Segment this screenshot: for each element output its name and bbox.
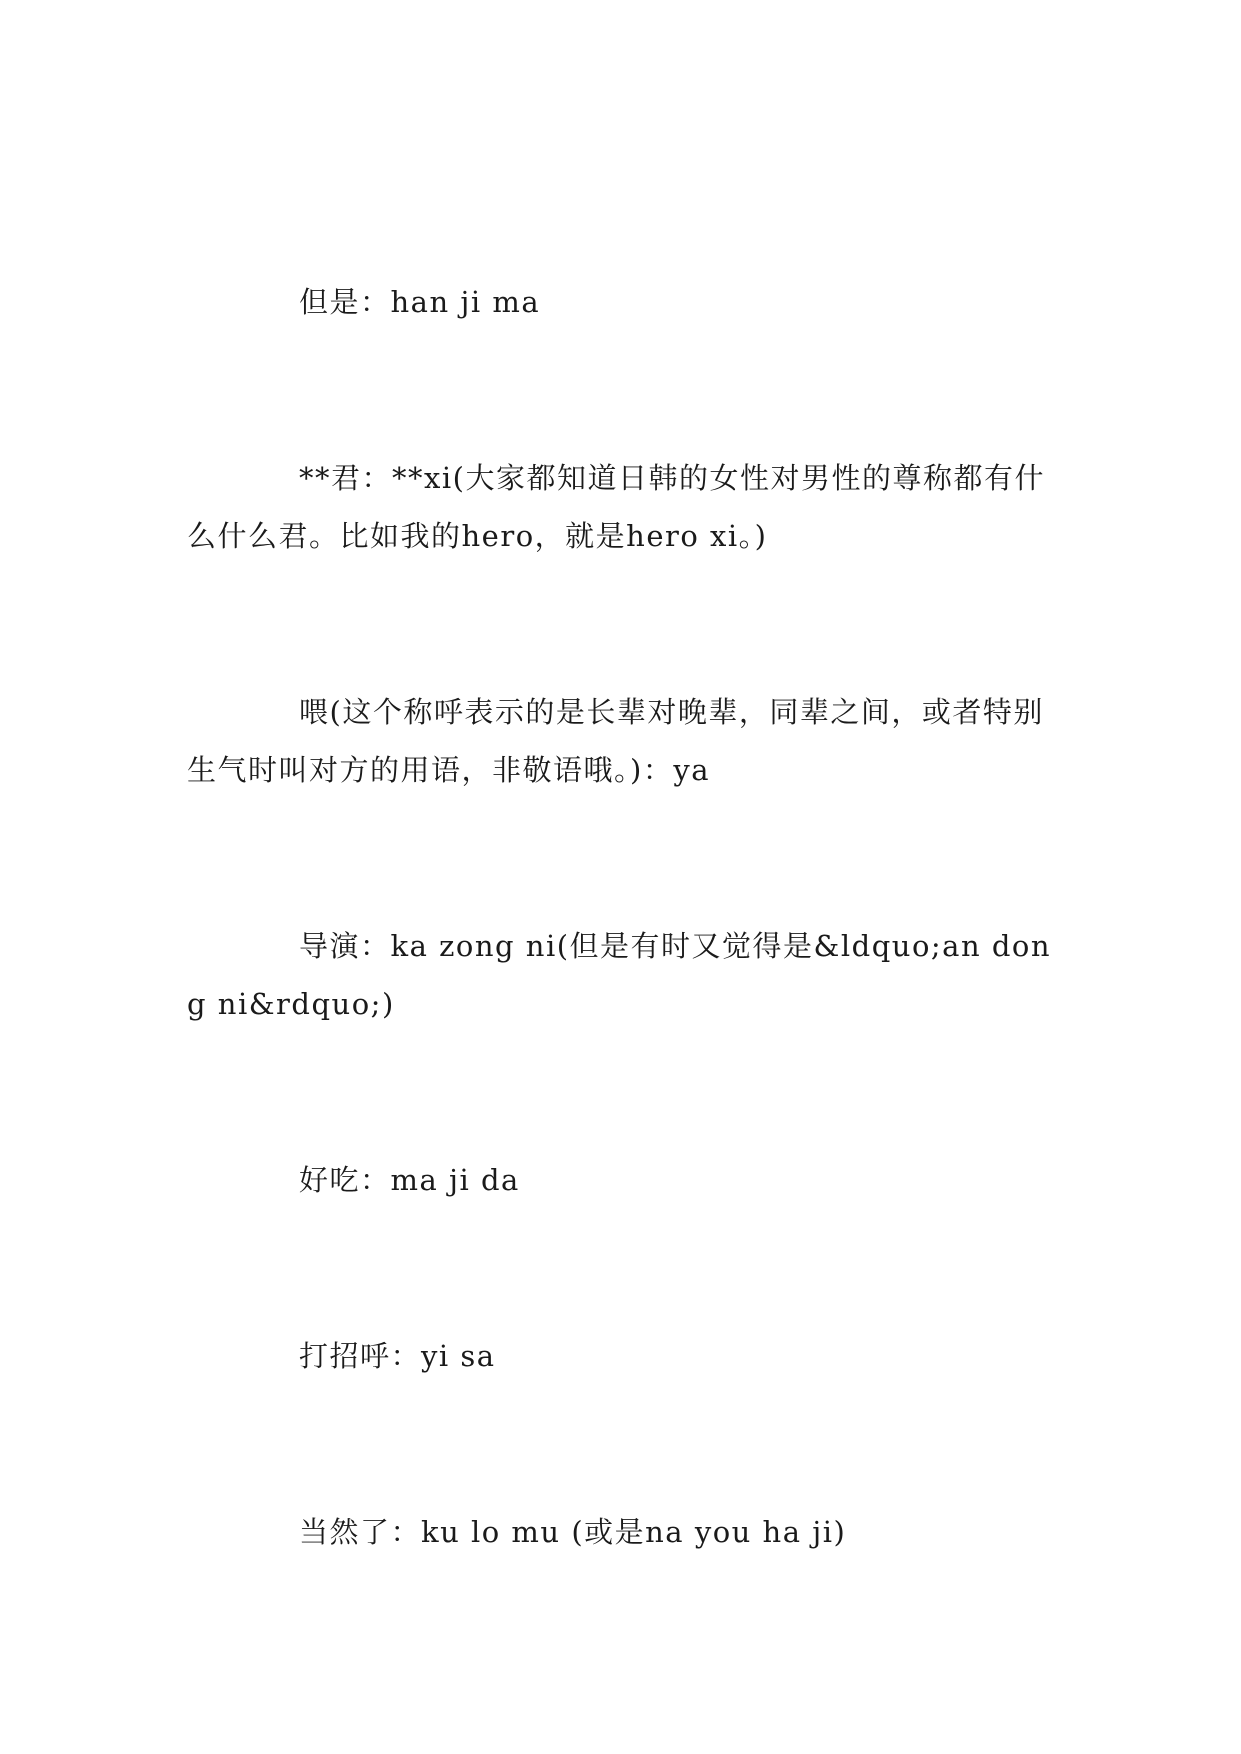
paragraph-greeting: 打招呼：yi sa bbox=[299, 1339, 496, 1373]
paragraph-but: 但是：han ji ma bbox=[299, 285, 541, 319]
paragraph-honorific: **君：**xi(大家都知道日韩的女性对男性的尊称都有什么什么君。比如我的hero，就是hero xi。) bbox=[187, 461, 1045, 553]
paragraph-director: 导演：ka zong ni(但是有时又觉得是&ldquo;an dong ni&rdquo;) bbox=[187, 929, 1052, 1021]
paragraph-of-course: 当然了：ku lo mu (或是na you ha ji) bbox=[299, 1515, 847, 1549]
paragraph-delicious: 好吃：ma ji da bbox=[299, 1163, 520, 1197]
paragraph-hey: 喂(这个称呼表示的是长辈对晚辈，同辈之间，或者特别生气时叫对方的用语，非敬语哦。)：ya bbox=[187, 695, 1044, 787]
